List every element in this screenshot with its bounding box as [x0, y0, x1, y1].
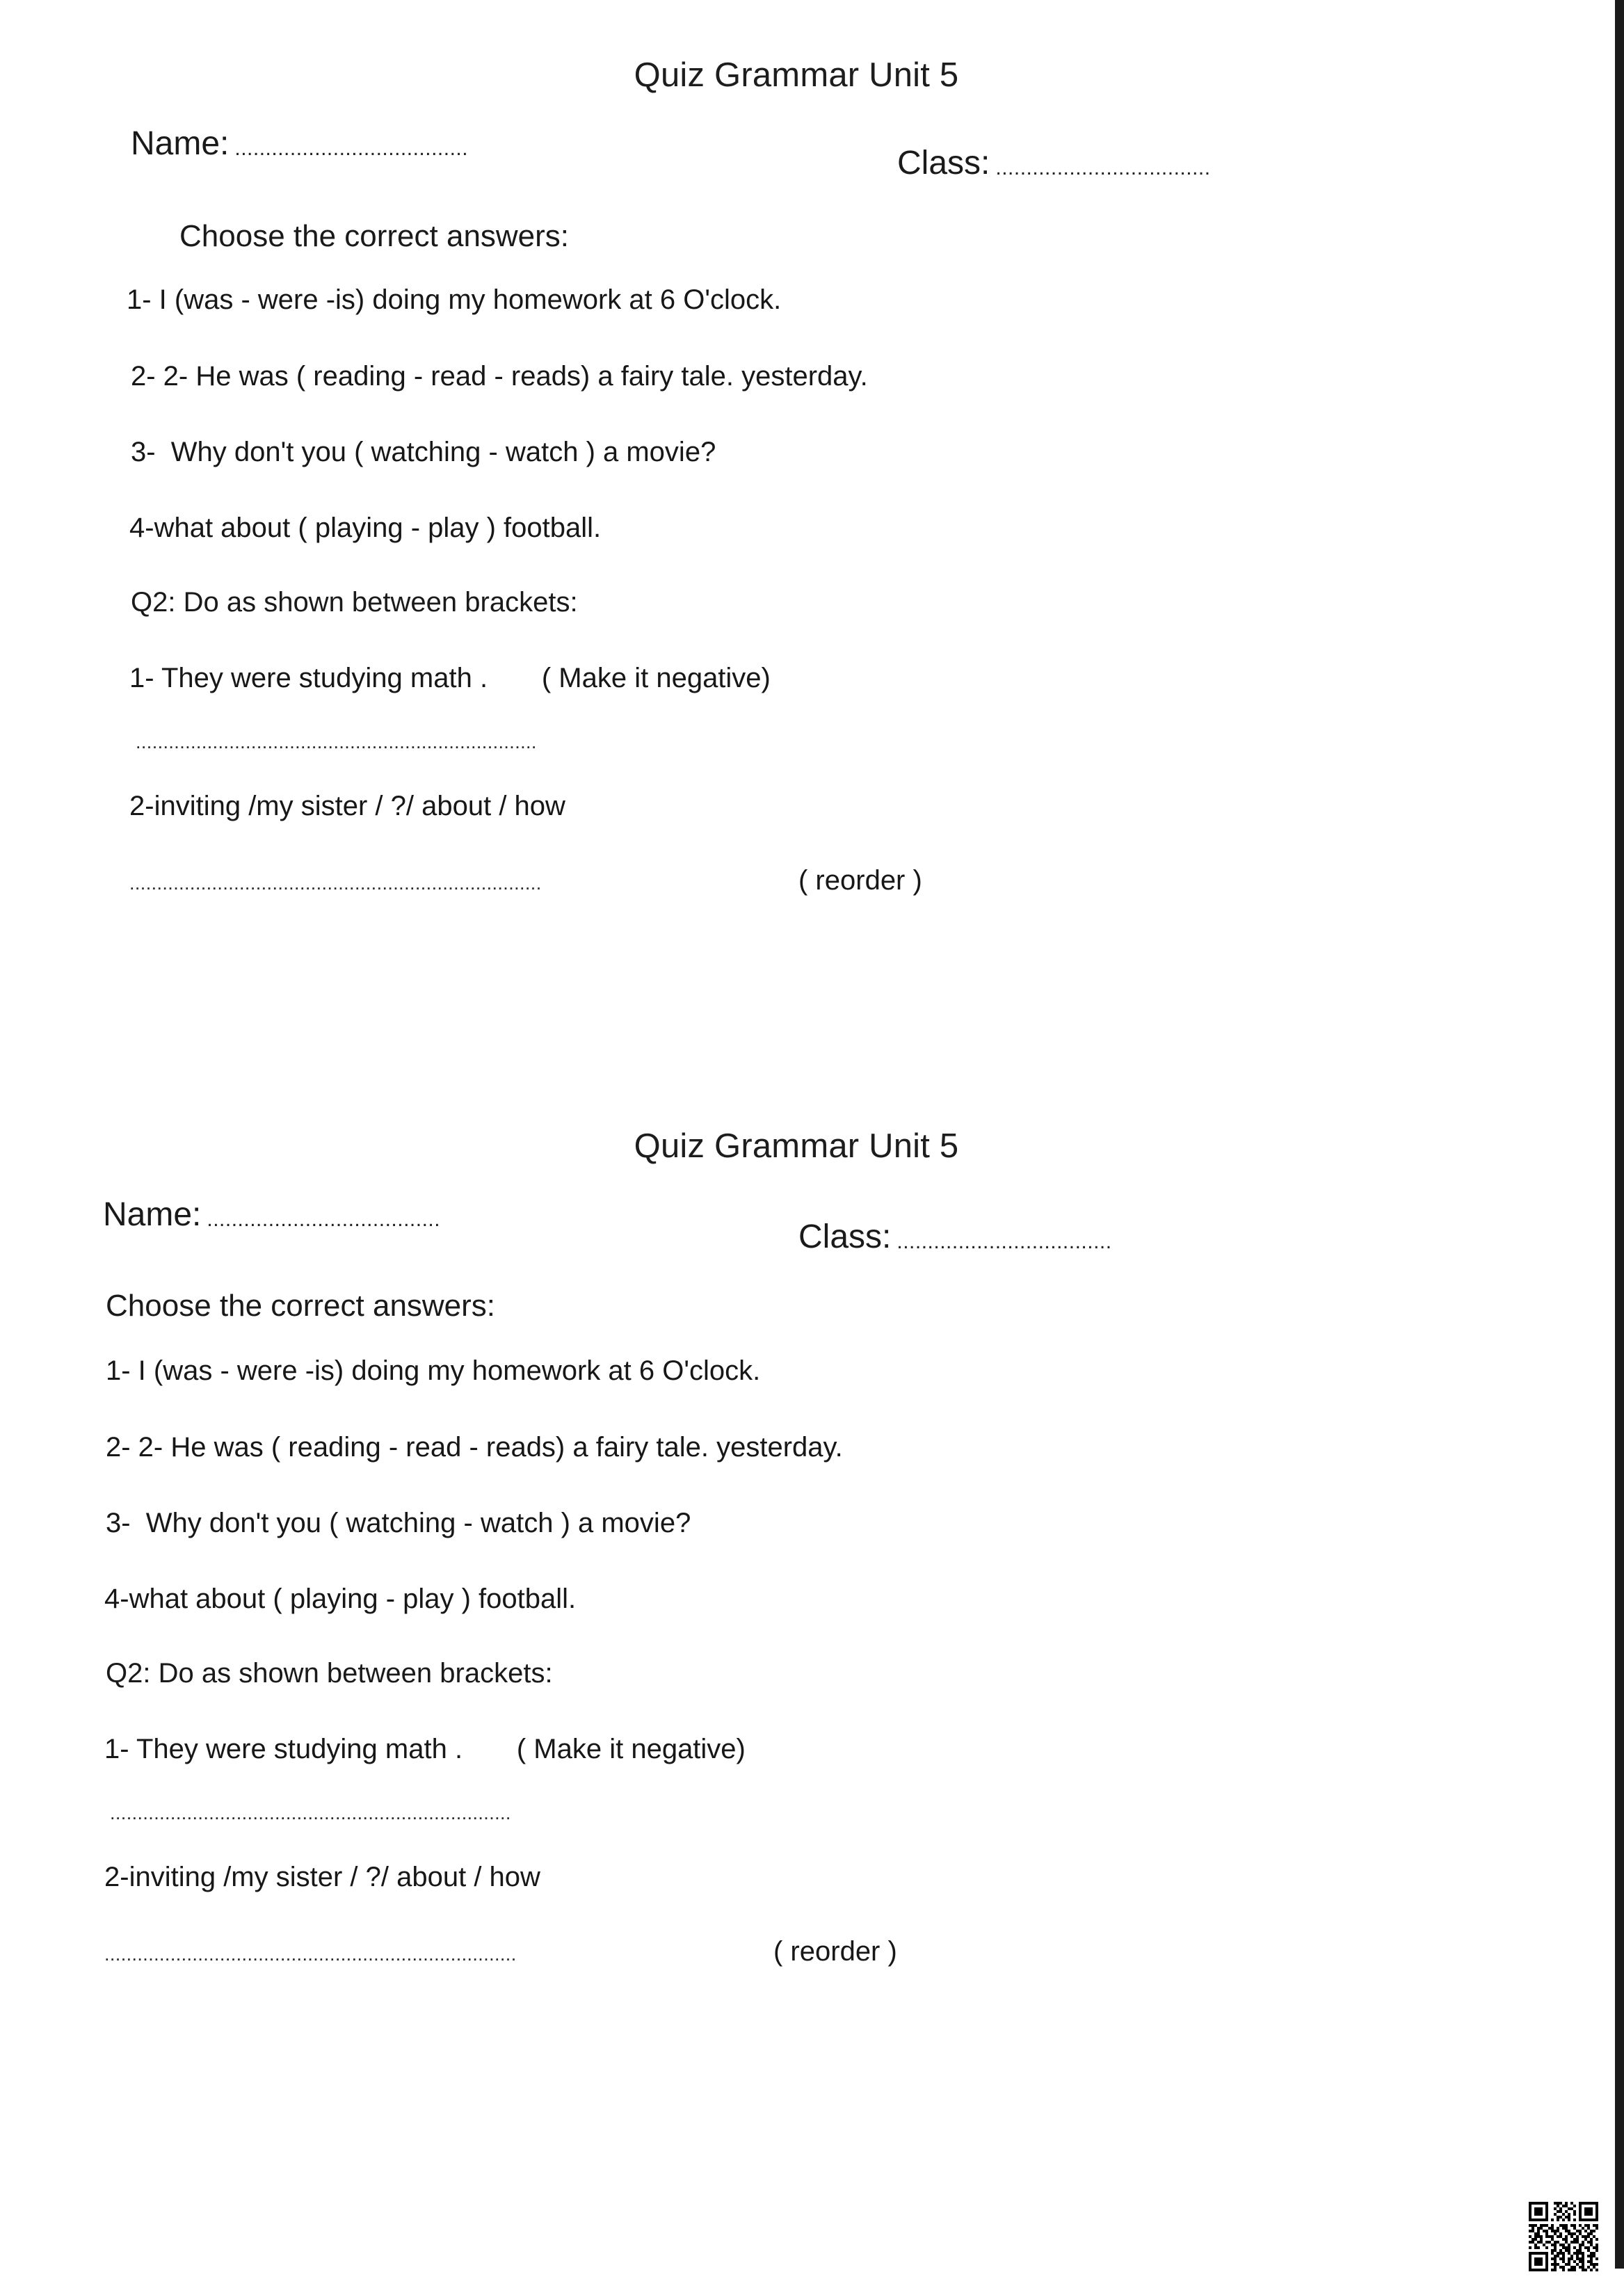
scan-edge-right [1615, 0, 1624, 2269]
qr-code[interactable] [1529, 2202, 1598, 2271]
section-heading-brackets-2: Q2: Do as shown between brackets: [106, 1658, 553, 1689]
answer-tag-reorder-1: ( reorder ) [798, 865, 922, 896]
section-heading-brackets-1: Q2: Do as shown between brackets: [131, 587, 578, 618]
question-2-2: 2- 2- He was ( reading - read - reads) a fairy tale. yesterday. [106, 1432, 843, 1463]
question-1-1: 1- I (was - were -is) doing my homework at 6 O'clock. [127, 284, 782, 315]
name-label-1: Name: [131, 125, 230, 162]
class-field-2[interactable] [798, 1218, 1173, 1255]
question-1-4: 4-what about ( playing - play ) football. [129, 513, 602, 543]
question-1-3: 3- Why don't you ( watching - watch ) a movie? [131, 437, 716, 467]
answer-line-1-2[interactable]: ........................................................................... [129, 874, 542, 893]
answer-line-2-1[interactable]: ......................................................................... [110, 1804, 511, 1823]
class-leader-2: ................................... [897, 1232, 1112, 1253]
question-1-2: 2- 2- He was ( reading - read - reads) a fairy tale. yesterday. [131, 361, 868, 392]
section-heading-choose-1: Choose the correct answers: [179, 219, 570, 253]
page-title-2: Quiz Grammar Unit 5 [634, 1127, 959, 1165]
quiz-copy-1 [0, 56, 1593, 896]
question-2-3: 3- Why don't you ( watching - watch ) a movie? [106, 1508, 691, 1538]
name-leader-1: ...................................... [234, 138, 469, 159]
answer-line-2-2[interactable]: ........................................................................... [104, 1945, 517, 1964]
class-field-1[interactable] [897, 147, 1272, 180]
answer-line-1-1[interactable]: ......................................................................... [136, 733, 537, 752]
task-2-2: 2-inviting /my sister / ?/ about / how [104, 1862, 540, 1892]
name-leader-2: ...................................... [207, 1209, 441, 1230]
task-2-1: 1- They were studying math . ( Make it negative) [104, 1734, 746, 1764]
task-1-1: 1- They were studying math . ( Make it negative) [129, 663, 771, 693]
section-heading-choose-2: Choose the correct answers: [106, 1289, 496, 1323]
task-1-2: 2-inviting /my sister / ?/ about / how [129, 791, 565, 821]
class-label-2: Class: [798, 1218, 892, 1255]
identity-line-2 [0, 1198, 1593, 1265]
identity-line-1 [0, 127, 1593, 194]
question-2-4: 4-what about ( playing - play ) football. [104, 1584, 577, 1614]
quiz-copy-2 [0, 1127, 1593, 1967]
name-field-2[interactable] [103, 1198, 604, 1232]
answer-tag-reorder-2: ( reorder ) [773, 1936, 897, 1967]
question-2-1: 1- I (was - were -is) doing my homework at 6 O'clock. [106, 1355, 761, 1386]
answer-row-1-2 [129, 865, 1593, 896]
class-label-1: Class: [897, 145, 990, 182]
name-label-2: Name: [103, 1196, 202, 1233]
class-leader-1: ................................... [995, 158, 1211, 179]
name-field-1[interactable] [131, 127, 632, 161]
answer-row-2-2 [104, 1936, 1593, 1967]
page-title-1: Quiz Grammar Unit 5 [634, 56, 959, 94]
